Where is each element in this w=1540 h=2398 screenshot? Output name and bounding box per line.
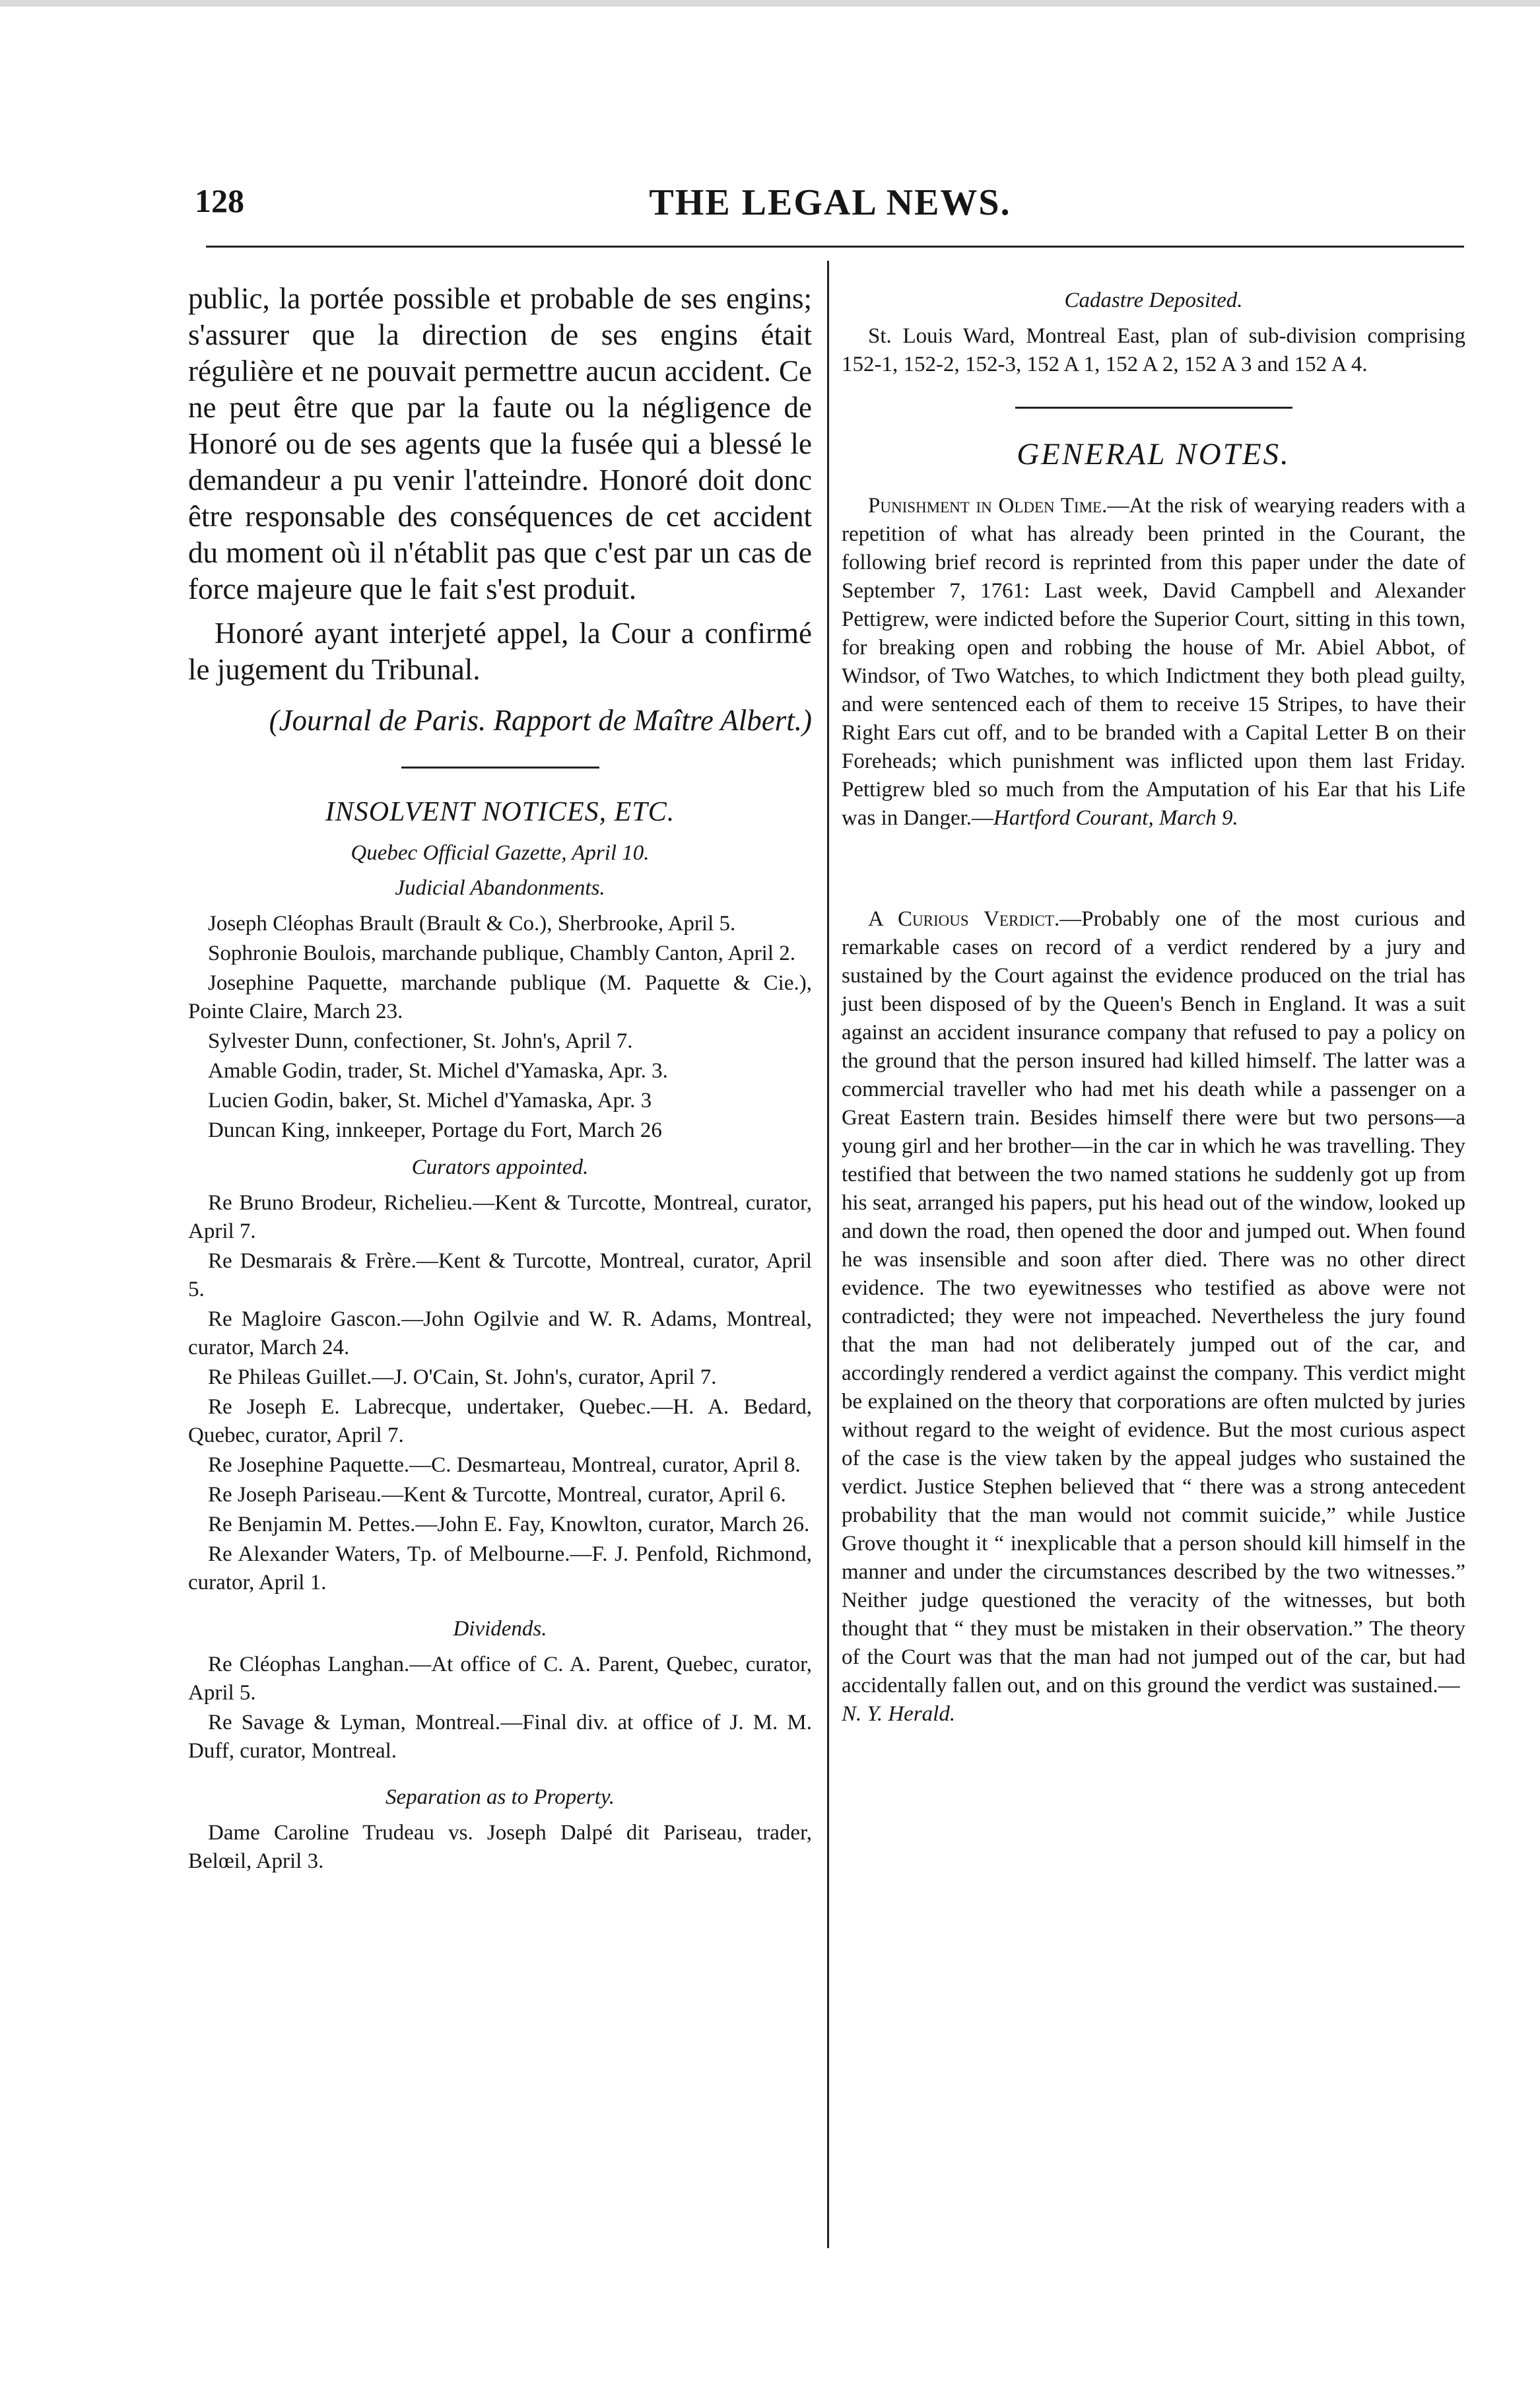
list-item: Josephine Paquette, marchande publique (M. Paquette & Cie.), Pointe Claire, March 23.	[188, 971, 812, 1023]
appeal-paragraph: Honoré ayant interjeté appel, la Cour a confirmé le jugement du Tribunal.	[188, 617, 812, 686]
insolvent-notices-title: INSOLVENT NOTICES, ETC.	[325, 797, 675, 827]
list-item: Re Cléophas Langhan.—At office of C. A. Parent, Quebec, curator, April 5.	[188, 1653, 812, 1705]
header-rule	[206, 246, 1464, 248]
list-item: Re Phileas Guillet.—J. O'Cain, St. John's, curator, April 7.	[208, 1365, 717, 1389]
list-item: Re Bruno Brodeur, Richelieu.—Kent & Turcotte, Montreal, curator, April 7.	[188, 1191, 812, 1243]
list-item: Re Magloire Gascon.—John Ogilvie and W. R. Adams, Montreal, curator, March 24.	[188, 1307, 812, 1359]
separation-heading: Separation as to Property.	[385, 1785, 615, 1809]
list-item: Dame Caroline Trudeau vs. Joseph Dalpé dit Pariseau, trader, Belœil, April 3.	[188, 1821, 812, 1873]
right-column	[842, 281, 1465, 1729]
list-item: Lucien Godin, baker, St. Michel d'Yamaska, Apr. 3	[208, 1089, 652, 1113]
list-item: Re Josephine Paquette.—C. Desmarteau, Montreal, curator, April 8.	[208, 1453, 801, 1477]
verdict-note-lead: A Curious Verdict.	[868, 907, 1060, 931]
list-item: Re Joseph E. Labrecque, undertaker, Quebec.—H. A. Bedard, Quebec, curator, April 7.	[188, 1395, 812, 1447]
continued-paragraph: public, la portée possible et probable de ses engins; s'assurer que la direction de ses engins était régulière et ne pouvait permettre aucun accident. Ce ne peut être que par la faute ou la négligence de Honoré ou de ses agents que la fusée qui a blessé le demandeur a pu venir l'atteindre. Honoré doit donc être responsable des conséquences de cet accident du moment où il n'établit pas que c'est par un cas de force majeure que le fait s'est produit.	[188, 282, 812, 605]
punishment-note-lead: Punishment in Olden Time.	[868, 494, 1108, 518]
judicial-abandonments-heading: Judicial Abandonments.	[395, 876, 605, 900]
list-item: Sophronie Boulois, marchande publique, Chambly Canton, April 2.	[208, 942, 795, 965]
list-item: Re Desmarais & Frère.—Kent & Turcotte, Montreal, curator, April 5.	[188, 1249, 812, 1301]
curators-heading: Curators appointed.	[411, 1155, 589, 1179]
verdict-note-text: —Probably one of the most curious and remarkable cases on record of a verdict rendered by a jury and sustained by the Court against the evidence produced on the trial has just been disposed of by the Queen's Bench in England. It was a suit against an accident insurance company that refused to pay a policy on the ground that the person insured had killed himself. The latter was a commercial traveller who had met his death while a passenger on a Great Eastern train. Besides himself there were but two persons—a young girl and her brother—in the car in which he was travelling. They testified that between the two named stations he suddenly got up from his seat, arranged his papers, put his head out of the window, looked up and down the road, then opened the door and jumped out. When found he was insensible and soon after died. There was no other direct evidence. The two eyewitnesses who testified as above were not contradicted; they were not impeached. Nevertheless the jury found that the man had not deliberately jumped out of the car, and accordingly rendered a verdict against the company. This verdict might be explained on the theory that corporations are often mulcted by juries without regard to the weight of evidence. But the most curious aspect of the case is the view taken by the appeal judges who sustained the verdict. Justice Stephen believed that “ there was a strong antecedent probability that the man would not commit suicide,” while Justice Grove thought it “ inexplicable that a person should kill himself in the manner and under the circumstances described by the two witnesses.” Neither judge questioned the veracity of the witnesses, but both thought that “ they must be mistaken in their observation.” The theory of the Court was that the man had not jumped out of the car, but had accidentally fallen out, and on this ground the verdict was sustained.—	[842, 907, 1465, 1697]
page-number: 128	[195, 182, 244, 219]
dividends-heading: Dividends.	[453, 1617, 547, 1641]
citation: (Journal de Paris. Rapport de Maître Albert.)	[269, 704, 812, 737]
general-notes-title: GENERAL NOTES.	[1017, 437, 1290, 471]
section-divider	[1015, 407, 1292, 409]
list-item: Duncan King, innkeeper, Portage du Fort, March 26	[208, 1118, 662, 1142]
punishment-note-source: Hartford Courant, March 9.	[993, 806, 1238, 830]
page-header	[195, 182, 1465, 228]
punishment-note	[842, 492, 1465, 833]
list-item: Re Benjamin M. Pettes.—John E. Fay, Knowlton, curator, March 26.	[208, 1513, 810, 1536]
cadastre-heading: Cadastre Deposited.	[1064, 289, 1243, 312]
list-item: Joseph Cléophas Brault (Brault & Co.), Sherbrooke, April 5.	[208, 912, 736, 936]
section-divider	[401, 767, 599, 769]
cadastre-text: St. Louis Ward, Montreal East, plan of sub-division comprising 152-1, 152-2, 152-3, 152 A 1, 152 A 2, 152 A 3 and 152 A 4.	[842, 324, 1465, 376]
list-item: Re Joseph Pariseau.—Kent & Turcotte, Montreal, curator, April 6.	[208, 1483, 786, 1507]
left-column	[188, 281, 812, 1877]
punishment-note-text: —At the risk of wearying readers with a repetition of what has already been printed in the Courant, the following brief record is reprinted from this paper under the date of September 7, 1761: Last week, David Campbell and Alexander Pettigrew, were indicted before the Superior Court, sitting in this town, for breaking open and robbing the house of Mr. Abiel Abbot, of Windsor, of Two Watches, to which Indictment they both plead guilty, and were sentenced each of them to receive 15 Stripes, to have their Right Ears cut off, and to be branded with a Capital Letter B on their Foreheads; which punishment was inflicted upon them last Friday. Pettigrew bled so much from the Amputation of his Ear that his Life was in Danger.—	[842, 494, 1465, 830]
list-item: Sylvester Dunn, confectioner, St. John's, April 7.	[208, 1029, 633, 1053]
column-divider	[827, 261, 829, 2248]
list-item: Re Alexander Waters, Tp. of Melbourne.—F. J. Penfold, Richmond, curator, April 1.	[188, 1542, 812, 1594]
top-edge-rule	[0, 0, 1540, 7]
list-item: Amable Godin, trader, St. Michel d'Yamaska, Apr. 3.	[208, 1059, 668, 1083]
gazette-subheading: Quebec Official Gazette, April 10.	[351, 841, 650, 865]
list-item: Re Savage & Lyman, Montreal.—Final div. at office of J. M. M. Duff, curator, Montreal.	[188, 1711, 812, 1763]
journal-title: THE LEGAL NEWS.	[649, 182, 1011, 223]
verdict-note	[842, 905, 1465, 1729]
verdict-note-source: N. Y. Herald.	[842, 1702, 956, 1726]
